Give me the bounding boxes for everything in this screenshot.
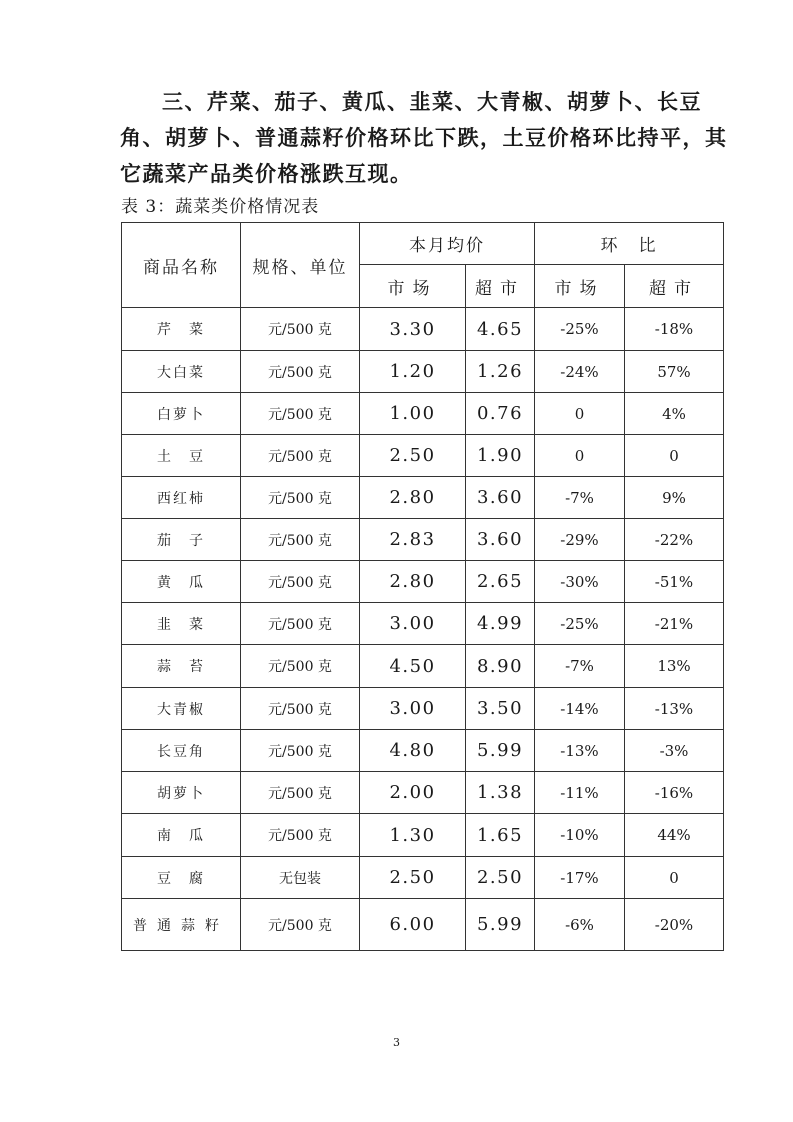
cell-unit: 元/500 克: [241, 645, 360, 688]
table-row: [122, 435, 724, 477]
table-row: [122, 645, 724, 688]
cell-super-mom: 57%: [625, 351, 724, 393]
table-row: [122, 308, 724, 351]
cell-market-mom: -7%: [535, 477, 625, 519]
cell-super-mom: -20%: [625, 899, 724, 951]
cell-name: 蒜 苔: [122, 645, 241, 688]
cell-super-price: 3.60: [466, 477, 535, 519]
header-avg-price: 本月均价: [360, 223, 535, 265]
cell-super-price: 1.90: [466, 435, 535, 477]
cell-market-mom: 0: [535, 393, 625, 435]
table-row: [122, 730, 724, 772]
cell-super-price: 2.65: [466, 561, 535, 603]
cell-market-mom: -7%: [535, 645, 625, 688]
cell-unit: 元/500 克: [241, 730, 360, 772]
cell-unit: 元/500 克: [241, 351, 360, 393]
cell-name: 胡萝卜: [122, 772, 241, 814]
cell-unit: 元/500 克: [241, 477, 360, 519]
cell-super-mom: -16%: [625, 772, 724, 814]
cell-super-mom: 4%: [625, 393, 724, 435]
cell-market-mom: -10%: [535, 814, 625, 857]
cell-market-price: 1.30: [360, 814, 466, 857]
table-row: [122, 857, 724, 899]
cell-super-price: 1.65: [466, 814, 535, 857]
cell-market-mom: -30%: [535, 561, 625, 603]
cell-super-mom: -22%: [625, 519, 724, 561]
cell-unit: 元/500 克: [241, 393, 360, 435]
cell-market-price: 2.83: [360, 519, 466, 561]
cell-super-price: 1.38: [466, 772, 535, 814]
header-market-mom: 市场: [535, 265, 625, 308]
cell-market-price: 2.50: [360, 435, 466, 477]
cell-market-mom: -13%: [535, 730, 625, 772]
cell-super-mom: -21%: [625, 603, 724, 645]
table-row: [122, 519, 724, 561]
cell-market-price: 6.00: [360, 899, 466, 951]
cell-super-mom: 9%: [625, 477, 724, 519]
cell-name: 芹 菜: [122, 308, 241, 351]
cell-super-price: 8.90: [466, 645, 535, 688]
table-row: [122, 688, 724, 730]
table-caption: 表 3：蔬菜类价格情况表: [121, 197, 320, 217]
cell-market-price: 3.30: [360, 308, 466, 351]
cell-market-price: 2.80: [360, 561, 466, 603]
cell-super-price: 3.50: [466, 688, 535, 730]
cell-name: 西红柿: [122, 477, 241, 519]
cell-super-mom: 0: [625, 857, 724, 899]
cell-market-price: 3.00: [360, 688, 466, 730]
cell-name: 长豆角: [122, 730, 241, 772]
cell-market-price: 4.50: [360, 645, 466, 688]
table-row: [122, 561, 724, 603]
cell-market-mom: -6%: [535, 899, 625, 951]
cell-unit: 元/500 克: [241, 308, 360, 351]
cell-market-mom: 0: [535, 435, 625, 477]
cell-super-price: 5.99: [466, 730, 535, 772]
cell-super-mom: -13%: [625, 688, 724, 730]
table-row: [122, 814, 724, 857]
cell-super-mom: 13%: [625, 645, 724, 688]
cell-name: 南 瓜: [122, 814, 241, 857]
table-row: [122, 351, 724, 393]
header-spec: 规格、单位: [241, 223, 360, 308]
header-name: 商品名称: [122, 223, 241, 308]
cell-market-price: 3.00: [360, 603, 466, 645]
cell-market-mom: -24%: [535, 351, 625, 393]
cell-name: 土 豆: [122, 435, 241, 477]
cell-name: 黄 瓜: [122, 561, 241, 603]
cell-super-price: 4.65: [466, 308, 535, 351]
cell-super-mom: -51%: [625, 561, 724, 603]
cell-super-price: 5.99: [466, 899, 535, 951]
cell-market-price: 2.00: [360, 772, 466, 814]
cell-name: 大白菜: [122, 351, 241, 393]
cell-name: 豆 腐: [122, 857, 241, 899]
cell-unit: 元/500 克: [241, 519, 360, 561]
page-number: 3: [393, 1036, 400, 1049]
header-market-price: 市场: [360, 265, 466, 308]
cell-market-price: 2.50: [360, 857, 466, 899]
cell-market-mom: -25%: [535, 308, 625, 351]
header-mom: 环 比: [535, 223, 724, 265]
cell-market-mom: -11%: [535, 772, 625, 814]
table-row: [122, 899, 724, 951]
cell-unit: 元/500 克: [241, 603, 360, 645]
cell-super-mom: 44%: [625, 814, 724, 857]
cell-unit: 元/500 克: [241, 688, 360, 730]
header-row-1: [122, 223, 724, 265]
cell-unit: 无包装: [241, 857, 360, 899]
cell-market-mom: -17%: [535, 857, 625, 899]
cell-unit: 元/500 克: [241, 814, 360, 857]
cell-unit: 元/500 克: [241, 435, 360, 477]
cell-name: 白萝卜: [122, 393, 241, 435]
table-row: [122, 772, 724, 814]
cell-super-mom: 0: [625, 435, 724, 477]
intro-paragraph: 三、芹菜、茄子、黄瓜、韭菜、大青椒、胡萝卜、长豆角、胡萝卜、普通蒜籽价格环比下跌，土豆价格环比持平，其它蔬菜产品类价格涨跌互现。: [120, 89, 728, 186]
cell-super-price: 4.99: [466, 603, 535, 645]
cell-name: 普通蒜籽: [122, 899, 241, 951]
cell-super-price: 0.76: [466, 393, 535, 435]
header-super-mom: 超市: [625, 265, 724, 308]
cell-name: 茄 子: [122, 519, 241, 561]
cell-unit: 元/500 克: [241, 899, 360, 951]
cell-super-price: 3.60: [466, 519, 535, 561]
cell-name: 大青椒: [122, 688, 241, 730]
cell-market-price: 1.00: [360, 393, 466, 435]
header-super-price: 超市: [466, 265, 535, 308]
vegetable-price-table: [121, 222, 724, 951]
cell-super-price: 1.26: [466, 351, 535, 393]
cell-market-price: 2.80: [360, 477, 466, 519]
cell-super-price: 2.50: [466, 857, 535, 899]
cell-name: 韭 菜: [122, 603, 241, 645]
cell-super-mom: -18%: [625, 308, 724, 351]
cell-unit: 元/500 克: [241, 561, 360, 603]
cell-unit: 元/500 克: [241, 772, 360, 814]
cell-market-mom: -25%: [535, 603, 625, 645]
table-row: [122, 477, 724, 519]
cell-market-mom: -14%: [535, 688, 625, 730]
cell-market-price: 1.20: [360, 351, 466, 393]
table-row: [122, 393, 724, 435]
cell-market-mom: -29%: [535, 519, 625, 561]
cell-super-mom: -3%: [625, 730, 724, 772]
table-row: [122, 603, 724, 645]
cell-market-price: 4.80: [360, 730, 466, 772]
